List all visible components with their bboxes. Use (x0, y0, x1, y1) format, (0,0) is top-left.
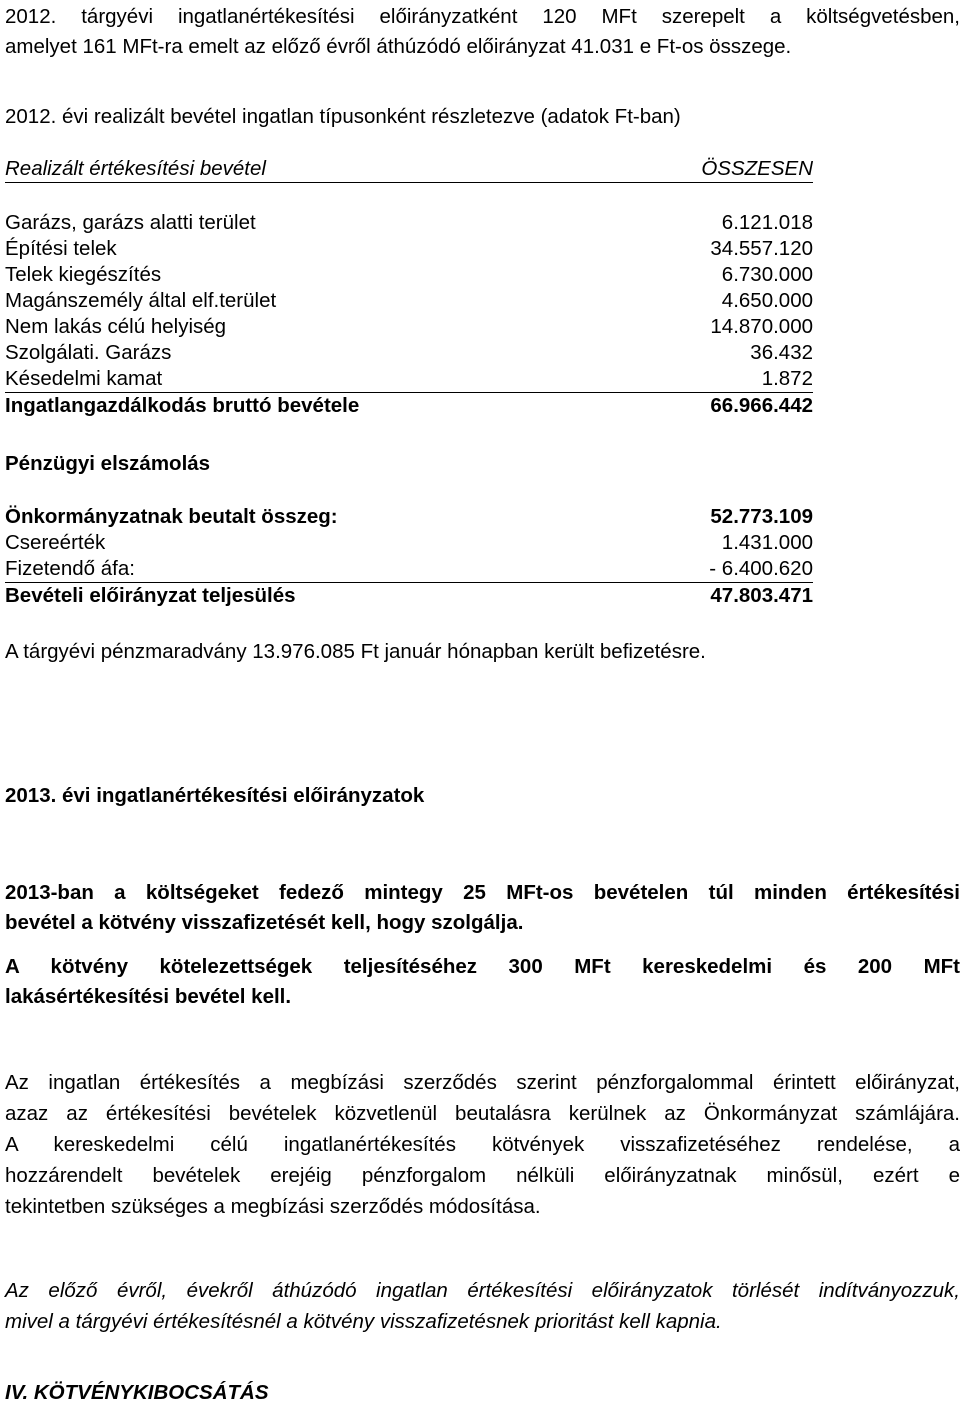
total-value: 66.966.442 (710, 394, 813, 417)
finance-row-vat (5, 556, 813, 583)
next-section-title: IV. KÖTVÉNYKIBOCSÁTÁS (5, 1381, 269, 1404)
para4-line-2: mivel a tárgyévi értékesítésnél a kötvény visszafizetésnek prioritást kell kapnia. (5, 1310, 722, 1333)
row-label: Magánszemély által elf.terület (5, 289, 277, 312)
table-row (5, 262, 813, 288)
row-value: 34.557.120 (710, 237, 813, 260)
row-value: 1.431.000 (721, 531, 813, 554)
table-row (5, 288, 813, 314)
intro-line-1: 2012. tárgyévi ingatlanértékesítési előirányzatként 120 MFt szerepelt a költségvetésben, (5, 5, 960, 28)
table-row (5, 366, 813, 393)
header-realized-revenue: Realizált értékesítési bevétel (5, 157, 266, 180)
para2-line-1: A kötvény kötelezettségek teljesítéséhez 300 MFt kereskedelmi és 200 MFt (5, 955, 960, 978)
row-value: 6.730.000 (721, 263, 813, 286)
para2-line-2: lakásértékesítési bevétel kell. (5, 985, 292, 1008)
row-label: Nem lakás célú helyiség (5, 315, 227, 338)
table-total-row (5, 393, 813, 419)
row-label: Garázs, garázs alatti terület (5, 211, 256, 234)
row-label: Csereérték (5, 531, 106, 554)
table-row (5, 314, 813, 340)
row-label: Építési telek (5, 237, 117, 260)
para3-line-4: hozzárendelt bevételek erejéig pénzforgalom nélküli előirányzatnak minősül, ezért e (5, 1164, 960, 1187)
row-value: 4.650.000 (721, 289, 813, 312)
finance-row-fulfilment (5, 583, 813, 609)
para3-line-2: azaz az értékesítési bevételek közvetlenül beutalásra kerülnek az Önkormányzat számlájára. (5, 1102, 960, 1125)
row-value: 47.803.471 (710, 584, 813, 607)
row-value: 1.872 (761, 367, 813, 390)
row-value: - 6.400.620 (709, 557, 813, 580)
row-label: Szolgálati. Garázs (5, 341, 172, 364)
header-total: ÖSSZESEN (701, 157, 813, 180)
table-row (5, 210, 813, 236)
finance-title: Pénzügyi elszámolás (5, 452, 211, 475)
section-2012-title: 2012. évi realizált bevétel ingatlan típusonként részletezve (adatok Ft-ban) (5, 105, 681, 128)
revenue-table (5, 210, 813, 419)
row-label: Fizetendő áfa: (5, 557, 135, 580)
para3-line-1: Az ingatlan értékesítés a megbízási szerződés szerint pénzforgalommal érintett előirányzat, (5, 1071, 960, 1094)
remainder-note: A tárgyévi pénzmaradvány 13.976.085 Ft január hónapban került befizetésre. (5, 640, 706, 663)
row-label: Telek kiegészítés (5, 263, 162, 286)
table-row (5, 340, 813, 366)
row-value: 6.121.018 (721, 211, 813, 234)
total-label: Ingatlangazdálkodás bruttó bevétele (5, 394, 360, 417)
intro-line-2: amelyet 161 MFt-ra emelt az előző évről áthúzódó előirányzat 41.031 e Ft-os összege. (5, 35, 792, 58)
row-value: 52.773.109 (710, 505, 813, 528)
row-label: Késedelmi kamat (5, 367, 163, 390)
row-label: Bevételi előirányzat teljesülés (5, 584, 296, 607)
row-value: 36.432 (750, 341, 813, 364)
table-row (5, 236, 813, 262)
revenue-table-header (5, 156, 813, 183)
para3-line-3: A kereskedelmi célú ingatlanértékesítés kötvények visszafizetéséhez rendelése, a (5, 1133, 960, 1156)
finance-table (5, 504, 813, 609)
para3-line-5: tekintetben szükséges a megbízási szerződés módosítása. (5, 1195, 541, 1218)
row-value: 14.870.000 (710, 315, 813, 338)
section-2013-title: 2013. évi ingatlanértékesítési előirányzatok (5, 784, 425, 807)
para4-line-1: Az előző évről, évekről áthúzódó ingatlan értékesítési előirányzatok törlését indítványozzuk, (5, 1279, 960, 1302)
row-label: Önkormányzatnak beutalt összeg: (5, 505, 338, 528)
finance-row-exchange (5, 530, 813, 556)
finance-row-transferred (5, 504, 813, 530)
para1-line-2: bevétel a kötvény visszafizetését kell, hogy szolgálja. (5, 911, 524, 934)
para1-line-1: 2013-ban a költségeket fedező mintegy 25 MFt-os bevételen túl minden értékesítési (5, 881, 960, 904)
